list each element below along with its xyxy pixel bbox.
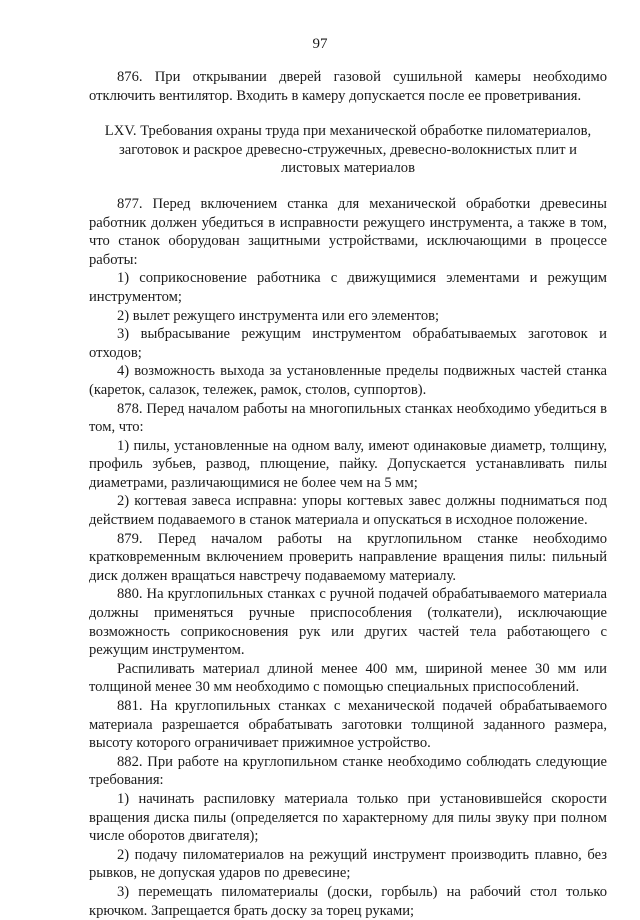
list-item: 4) возможность выхода за установленные пределы подвижных частей станка (кареток, салазок, тележек, рамок, столов, суппортов). <box>89 363 607 398</box>
list-item: 2) подачу пиломатериалов на режущий инструмент производить плавно, без рывков, не допуская ударов по древесине; <box>89 846 607 882</box>
paragraph-879: 879. Перед началом работы на круглопильном станке необходимо кратковременным включением проверить направление вращения пилы: пильный диск должен вращаться навстречу подаваемому материалу. <box>89 530 607 584</box>
list-item: 2) когтевая завеса исправна: упоры когтевых завес должны подниматься под действием подаваемого в станок материала и опускаться в исходное положение. <box>89 493 607 529</box>
paragraph-880: 880. На круглопильных станках с ручной подачей обрабатываемого материала должны применяться ручные приспособления (толкатели), исключающие возможность соприкосновения рук или других частей тела работающего с режущим инструментом. <box>89 586 607 659</box>
paragraph-882: 882. При работе на круглопильном станке необходимо соблюдать следующие требования: <box>89 753 607 789</box>
document-body <box>89 68 607 920</box>
list-item: 3) выбрасывание режущим инструментом обрабатываемых заготовок и отходов; <box>89 326 607 361</box>
list-item: 3) перемещать пиломатериалы (доски, горбыль) на рабочий стол только крючком. Запрещается брать доску за торец руками; <box>89 883 607 919</box>
section-title: LXV. Требования охраны труда при механической обработке пиломатериалов, заготовок и раскрое древесно-стружечных, древесно-волокнистых плит и листовых материалов <box>104 123 592 177</box>
paragraph-881: 881. На круглопильных станках с механической подачей обрабатываемого материала разрешается обрабатывать заготовки толщиной заданного размера, высоту которого ограничивает прижимное устройство. <box>89 698 607 752</box>
list-item: 1) соприкосновение работника с движущимися элементами и режущим инструментом; <box>89 270 607 305</box>
paragraph-878: 878. Перед началом работы на многопильных станках необходимо убедиться в том, что: <box>89 400 607 436</box>
list-item: 1) пилы, установленные на одном валу, имеют одинаковые диаметр, толщину, профиль зубьев, развод, плющение, пайку. Допускается устанавливать пилы диаметрами, различающимися не более чем на 5 мм; <box>89 437 607 491</box>
paragraph-877: 877. Перед включением станка для механической обработки древесины работник должен убедиться в исправности режущего инструмента, а также в том, что станок оборудован защитными устройствами, исключающими в процессе работы: <box>89 195 607 268</box>
list-item: 2) вылет режущего инструмента или его элементов; <box>117 307 440 324</box>
list-item: 1) начинать распиловку материала только при установившейся скорости вращения диска пилы (определяется по характерному для пилы звуку при полном числе оборотов двигателя); <box>89 790 607 845</box>
paragraph-876: 876. При открывании дверей газовой сушильной камеры необходимо отключить вентилятор. Входить в камеру допускается после ее проветривания. <box>89 69 607 104</box>
page-number: 97 <box>312 36 328 52</box>
paragraph-880-note: Распиливать материал длиной менее 400 мм, шириной менее 30 мм или толщиной менее 30 мм необходимо с помощью специальных приспособлений. <box>89 660 607 696</box>
